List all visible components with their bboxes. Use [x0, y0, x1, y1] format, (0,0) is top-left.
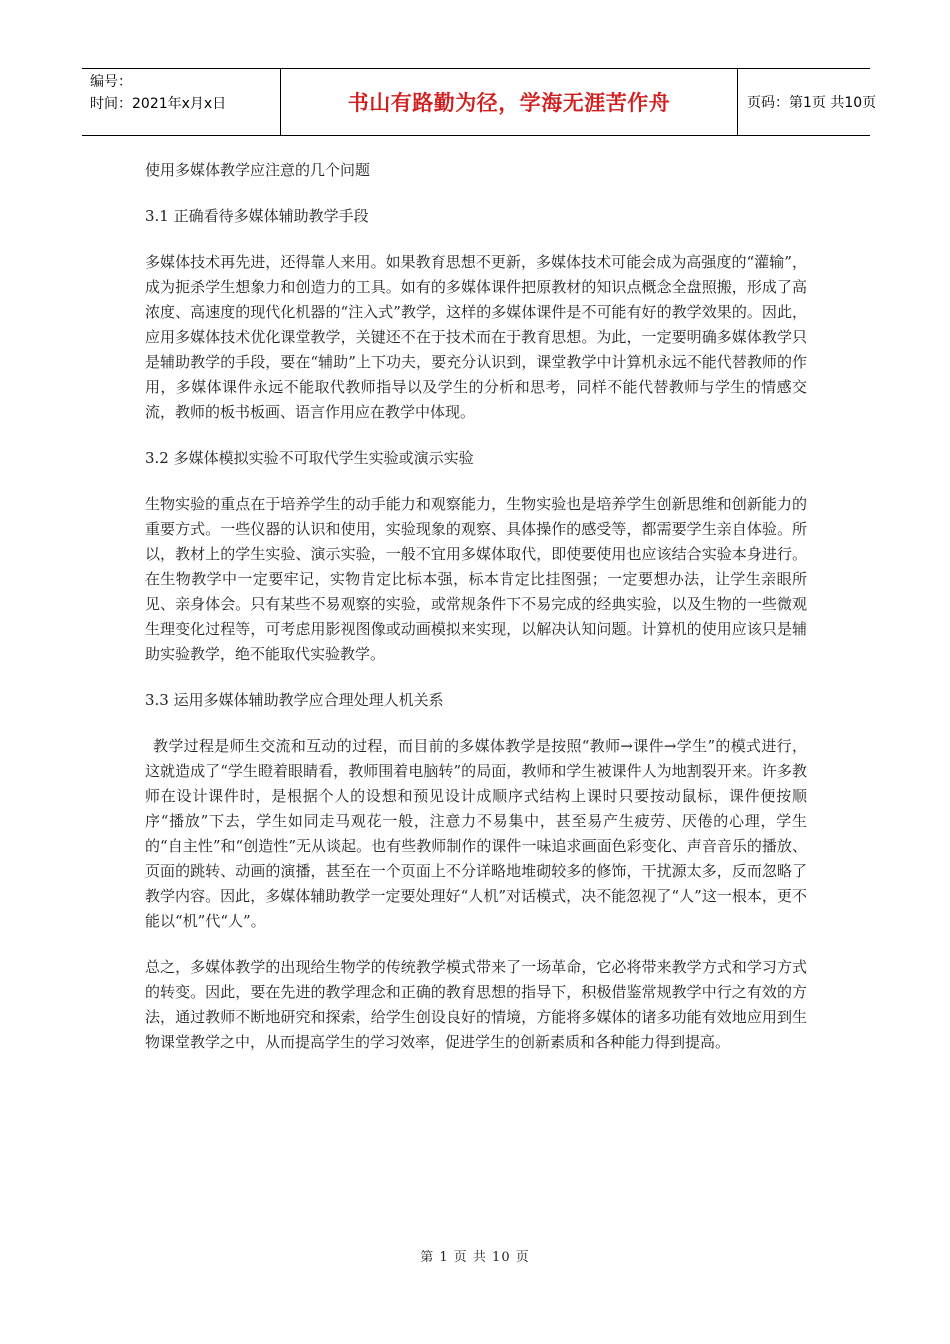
- document-date: 时间：2021年x月x日: [90, 96, 227, 112]
- page-info-text: 页码：第1页 共10页: [747, 95, 877, 111]
- motto-text: 书山有路勤为径，学海无涯苦作舟: [347, 91, 671, 115]
- conclusion-paragraph: 总之，多媒体教学的出现给生物学的传统教学模式带来了一场革命，它必将带来教学方式和学习方式的转变。因此，要在先进的教学理念和正确的教育思想的指导下，积极借鉴常规教学中行之有效的方法，通过教师不断地研究和探索，给学生创设良好的情境，方能将多媒体的诸多功能有效地应用到生物课堂教学之中，从而提高学生的学习效率，促进学生的创新素质和各种能力得到提高。: [145, 958, 807, 1051]
- section-paragraph: 生物实验的重点在于培养学生的动手能力和观察能力，生物实验也是培养学生创新思维和创新能力的重要方式。一些仪器的认识和使用，实验现象的观察、具体操作的感受等，都需要学生亲自体验。所以，教材上的学生实验、演示实验，一般不宜用多媒体取代，即使要使用也应该结合实验本身进行。在生物教学中一定要牢记，实物肯定比标本强，标本肯定比挂图强；一定要想办法，让学生亲眼所见、亲身体会。只有某些不易观察的实验，或常规条件下不易完成的经典实验，以及生物的一些微观生理变化过程等，可考虑用影视图像或动画模拟来实现，以解决认知问题。计算机的使用应该只是辅助实验教学，绝不能取代实验教学。: [145, 495, 807, 663]
- section-heading: 3.1 正确看待多媒体辅助教学手段: [145, 207, 369, 225]
- section-paragraph: 教学过程是师生交流和互动的过程，而目前的多媒体教学是按照“教师→课件→学生”的模式进行，这就造成了“学生瞪着眼睛看，教师围着电脑转”的局面，教师和学生被课件人为地割裂开来。许多教师在设计课件时，是根据个人的设想和预见设计成顺序式结构上课时只要按动鼠标，课件便按顺序“播放”下去，学生如同走马观花一般，注意力不易集中，甚至易产生疲劳、厌倦的心理，学生的“自主性”和“创造性”无从谈起。也有些教师制作的课件一味追求画面色彩变化、声音音乐的播放、页面的跳转、动画的演播，甚至在一个页面上不分详略地堆砌较多的修饰，干扰源太多，反而忽略了教学内容。因此，多媒体辅助教学一定要处理好“人机”对话模式，决不能忽视了“人”这一根本，更不能以“机”代“人”。: [145, 737, 807, 930]
- document-body: [145, 158, 807, 1076]
- header-page-info: [738, 69, 877, 135]
- footer-page-number: 第 1 页 共 10 页: [420, 1250, 530, 1265]
- header-meta: [82, 69, 280, 135]
- document-title: 使用多媒体教学应注意的几个问题: [145, 161, 371, 179]
- section-heading: 3.2 多媒体模拟实验不可取代学生实验或演示实验: [145, 449, 474, 467]
- section-paragraph: 多媒体技术再先进，还得靠人来用。如果教育思想不更新，多媒体技术可能会成为高强度的“灌输”，成为扼杀学生想象力和创造力的工具。如有的多媒体课件把原教材的知识点概念全盘照搬，形成了高浓度、高速度的现代化机器的“注入式”教学，这样的多媒体课件是不可能有好的教学效果的。因此，应用多媒体技术优化课堂教学，关键还不在于技术而在于教育思想。为此，一定要明确多媒体教学只是辅助教学的手段，要在“辅助”上下功夫，要充分认识到，课堂教学中计算机永远不能代替教师的作用，多媒体课件永远不能取代教师指导以及学生的分析和思考，同样不能代替教师与学生的情感交流，教师的板书板画、语言作用应在教学中体现。: [145, 253, 807, 421]
- page-footer: [0, 1246, 950, 1265]
- section-heading: 3.3 运用多媒体辅助教学应合理处理人机关系: [145, 691, 444, 709]
- header-motto-cell: [280, 69, 738, 135]
- document-number-label: 编号：: [90, 74, 132, 90]
- page-header: [82, 68, 877, 136]
